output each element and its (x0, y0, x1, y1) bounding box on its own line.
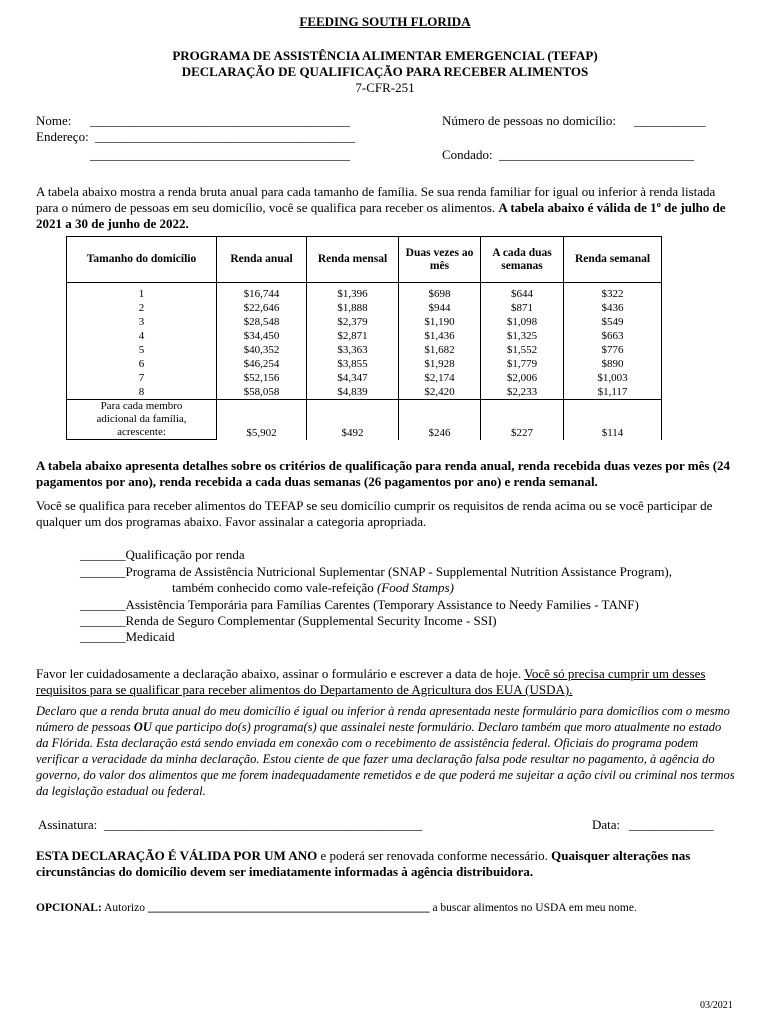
table-cell: $1,888 (307, 301, 399, 315)
table-row (67, 357, 662, 371)
table-row (67, 315, 662, 329)
table-cell: $890 (564, 357, 662, 371)
table-cell: $492 (307, 400, 399, 440)
header-twice-month: Duas vezes ao mês (399, 237, 481, 283)
declaration-ou: OU (133, 720, 152, 734)
table-cell: $322 (564, 283, 662, 302)
table-cell: 3 (67, 315, 217, 329)
form-code: 7-CFR-251 (355, 80, 415, 95)
num-pessoas-label: Número de pessoas no domicílio: (442, 113, 617, 128)
option-snap-italic: (Food Stamps) (377, 580, 454, 595)
intro-paragraph (36, 184, 736, 232)
optional-text: Autorizo (104, 902, 145, 914)
table-cell: $644 (481, 283, 564, 302)
table-cell: $28,548 (217, 315, 307, 329)
table-cell: 2 (67, 301, 217, 315)
table-cell: $246 (399, 400, 481, 440)
table-row (67, 385, 662, 400)
table-cell: 6 (67, 357, 217, 371)
program-title: PROGRAMA DE ASSISTÊNCIA ALIMENTAR EMERGENCIAL (TEFAP) (172, 48, 598, 63)
validity-normal: e poderá ser renovada conforme necessário. (320, 848, 548, 863)
intro-validity: A tabela abaixo é válida de 1º de julho de 2021 a 30 de junho de 2022. (36, 200, 726, 231)
option-tanf-label: Assistência Temporária para Famílias Carentes (Temporary Assistance to Needy Families - TANF) (125, 597, 639, 612)
optional-field[interactable]: _________________________________________________ (147, 902, 430, 914)
table-cell: 8 (67, 385, 217, 400)
header-annual: Renda anual (217, 237, 307, 283)
num-pessoas-field[interactable]: ___________ (634, 113, 706, 128)
optional-line (36, 901, 637, 915)
table-cell: $944 (399, 301, 481, 315)
org-title: FEEDING SOUTH FLORIDA (299, 14, 471, 29)
option-snap[interactable] (80, 564, 760, 580)
table-cell: $1,779 (481, 357, 564, 371)
signature-label: Assinatura: (38, 817, 98, 832)
declaration-paragraph (36, 703, 736, 799)
table-cell: $5,902 (217, 400, 307, 440)
table-cell: 5 (67, 343, 217, 357)
table-cell: $1,325 (481, 329, 564, 343)
table-row-additional (67, 400, 662, 440)
table-cell: $52,156 (217, 371, 307, 385)
table-row (67, 283, 662, 302)
checkbox-line[interactable]: _______ (80, 613, 126, 628)
income-table (66, 236, 662, 440)
option-medicaid-label: Medicaid (125, 629, 175, 644)
validity-paragraph (36, 848, 736, 880)
table-cell: $46,254 (217, 357, 307, 371)
table-cell: $4,839 (307, 385, 399, 400)
table-cell: 4 (67, 329, 217, 343)
condado-label: Condado: (442, 147, 493, 162)
table-cell: 7 (67, 371, 217, 385)
table-header-row (67, 237, 662, 283)
date-field[interactable]: _____________ (629, 817, 714, 832)
table-cell: $2,379 (307, 315, 399, 329)
endereco-field-2[interactable]: ________________________________________ (90, 147, 350, 162)
table-cell: $3,363 (307, 343, 399, 357)
table-cell: $436 (564, 301, 662, 315)
validity-bold2: Quaisquer alterações nas circunstâncias do domicílio devem ser imediatamente informadas à agência distribuidora. (36, 848, 691, 879)
optional-suffix: a buscar alimentos no USDA em meu nome. (432, 902, 637, 914)
table-cell: $871 (481, 301, 564, 315)
table-cell: $776 (564, 343, 662, 357)
intro-text: A tabela abaixo mostra a renda bruta anual para cada tamanho de família. Se sua renda familiar for igual ou inferior à renda listada para o número de pessoas em seu domicílio, você se qualifica para receber os alimentos. (36, 184, 716, 215)
option-income[interactable] (80, 547, 245, 563)
table-cell: $1,117 (564, 385, 662, 400)
header-household-size: Tamanho do domicílio (67, 237, 217, 283)
option-snap-continued (172, 580, 454, 596)
table-cell: $2,420 (399, 385, 481, 400)
read-paragraph (36, 666, 736, 698)
endereco-field-1[interactable]: ________________________________________ (95, 129, 355, 144)
table-cell: $58,058 (217, 385, 307, 400)
option-snap-label: Programa de Assistência Nutricional Suplementar (SNAP - Supplemental Nutrition Assistance Program), (125, 564, 673, 579)
table-cell: $698 (399, 283, 481, 302)
table-cell: $2,233 (481, 385, 564, 400)
checkbox-line[interactable]: _______ (80, 597, 126, 612)
date-label: Data: (592, 817, 621, 832)
table-cell: $34,450 (217, 329, 307, 343)
table-cell: $1,098 (481, 315, 564, 329)
table-cell: $1,928 (399, 357, 481, 371)
table-cell: $40,352 (217, 343, 307, 357)
table-cell: $549 (564, 315, 662, 329)
checkbox-line[interactable]: _______ (80, 564, 126, 579)
declaration-title: DECLARAÇÃO DE QUALIFICAÇÃO PARA RECEBER ALIMENTOS (181, 64, 589, 79)
table-cell: $3,855 (307, 357, 399, 371)
footer-date: 03/2021 (700, 1000, 733, 1011)
additional-member-label: Para cada membro adicional da família, acrescente: (67, 400, 217, 440)
table-row (67, 371, 662, 385)
option-ssi-label: Renda de Seguro Complementar (Supplemental Security Income - SSI) (125, 613, 497, 628)
endereco-label: Endereço: (36, 129, 89, 144)
table-note: A tabela abaixo apresenta detalhes sobre os critérios de qualificação para renda anual, renda recebida duas vezes por mês (24 pagamentos por ano), renda recebida a cada duas semanas (26 pagamentos por ano) e renda semanal. (36, 458, 731, 489)
table-cell: $2,174 (399, 371, 481, 385)
option-ssi[interactable] (80, 613, 497, 629)
read-underlined: Você só precisa cumprir um desses requisitos para se qualificar para receber alimentos do Departamento de Agricultura dos EUA (USDA). (36, 666, 706, 697)
table-cell: $1,436 (399, 329, 481, 343)
table-cell: 1 (67, 283, 217, 302)
table-cell: $1,552 (481, 343, 564, 357)
option-medicaid[interactable] (80, 629, 175, 645)
checkbox-line[interactable]: _______ (80, 629, 126, 644)
checkbox-line[interactable]: _______ (80, 547, 126, 562)
nome-label: Nome: (36, 113, 72, 128)
qualify-paragraph: Você se qualifica para receber alimentos do TEFAP se seu domicílio cumprir os requisitos de renda acima ou se você participar de qualquer um dos programas abaixo. Favor assinalar a categoria apropriada. (36, 498, 713, 529)
option-income-label: Qualificação por renda (125, 547, 245, 562)
header-biweekly: A cada duas semanas (481, 237, 564, 283)
signature-field[interactable]: _________________________________________________ (104, 817, 423, 832)
option-tanf[interactable] (80, 597, 639, 613)
table-cell: $2,871 (307, 329, 399, 343)
table-cell: $1,682 (399, 343, 481, 357)
option-snap-cont: também conhecido como vale-refeição (172, 580, 374, 595)
nome-field[interactable]: ________________________________________ (90, 113, 350, 128)
table-cell: $1,396 (307, 283, 399, 302)
declaration-part1: Declaro que a renda bruta anual do meu domicílio é igual ou inferior à renda apresentada neste formulário para domicílios com o mesmo número de pessoas (36, 704, 730, 734)
table-cell: $1,003 (564, 371, 662, 385)
table-cell: $2,006 (481, 371, 564, 385)
table-cell: $114 (564, 400, 662, 440)
table-cell: $1,190 (399, 315, 481, 329)
table-row (67, 343, 662, 357)
validity-bold: ESTA DECLARAÇÃO É VÁLIDA POR UM ANO (36, 848, 318, 863)
optional-label: OPCIONAL: (36, 902, 102, 914)
read-text: Favor ler cuidadosamente a declaração abaixo, assinar o formulário e escrever a data de hoje. (36, 666, 522, 681)
table-cell: $16,744 (217, 283, 307, 302)
table-cell: $227 (481, 400, 564, 440)
declaration-part2: que participo do(s) programa(s) que assinalei neste formulário. Declaro também que moro atualmente no estado da Flórida. Esta declaração está sendo enviada em conexão com o recebimento de assistência federal. Oficiais do programa podem verificar a veracidade da minha declaração. Estou ciente de que fazer uma declaração falsa pode resultar no pagamento, à agência do governo, do valor dos alimentos que me forem inadequadamente remetidos e de que poderá me sujeitar a ação civil ou criminal nos termos da legislação estadual ou federal. (36, 720, 735, 798)
table-row (67, 301, 662, 315)
table-cell: $663 (564, 329, 662, 343)
condado-field[interactable]: ______________________________ (499, 147, 694, 162)
table-cell: $4,347 (307, 371, 399, 385)
header-weekly: Renda semanal (564, 237, 662, 283)
table-row (67, 329, 662, 343)
table-cell: $22,646 (217, 301, 307, 315)
header-monthly: Renda mensal (307, 237, 399, 283)
